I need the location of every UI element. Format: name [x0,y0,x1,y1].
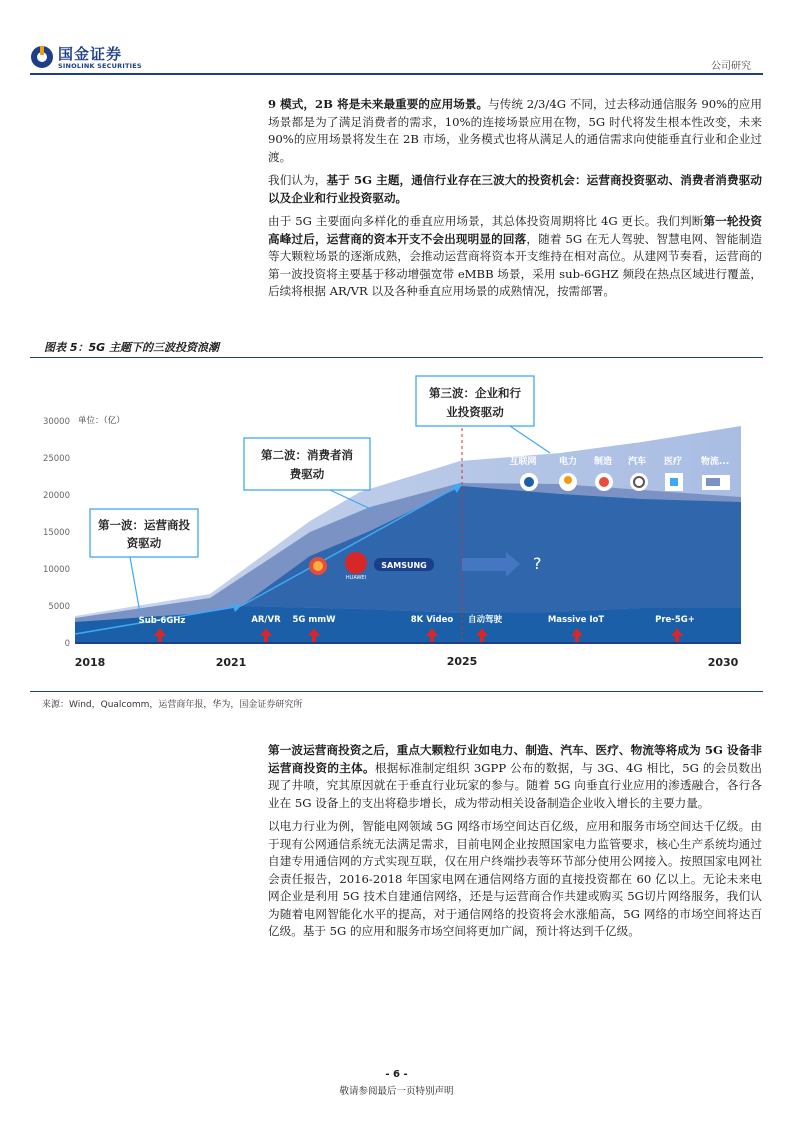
sinolink-logo-icon [30,44,54,70]
document-type: 公司研究 [711,61,751,72]
figure-title-bar [30,337,763,358]
callout-wave-1 [90,509,198,613]
chart-svg [30,366,763,681]
industry-medical: 医疗 [663,457,683,467]
x-label-2018: 2018 [74,656,106,669]
callout-2-line-2: 费驱动 [289,467,325,481]
y-tick-5000: 5000 [48,602,70,612]
callout-1-line-2: 资驱动 [126,536,162,550]
y-tick-15000: 15000 [42,528,70,538]
tech-autonomous-driving: 自动驾驶 [467,615,503,625]
top-text [268,96,762,301]
source-divider [30,691,763,692]
paragraph-3 [268,213,762,301]
y-axis [43,417,70,649]
p4-text: 根据标准制定组织 3GPP 公布的数据，与 3G、4G 相比，5G 的会员数出现了井喷，究其原因就在于垂直行业玩家的参与。随着 5G 向垂直行业应用的渗透融合，各行各业在 5G 设备上的支出将稳步增长，成为带动相关设备制造企业收入增长的主要力量。 [268,760,762,810]
x-label-2030: 2030 [707,656,739,669]
p2-bold: 基于 5G 主题，通信行业存在三波大的投资机会：运营商投资驱动、消费者消费驱动以及企业和行业投资驱动。 [268,173,762,205]
company-logo [30,42,160,74]
y-tick-0: 0 [64,639,70,649]
paragraph-5: 以电力行业为例，智能电网领域 5G 网络市场空间达百亿级，应用和服务市场空间达千亿级。由于现有公网通信系统无法满足需求，目前电网企业按照国家电力监管要求，核心生产系统均通过自建专用通信网的方式实现互联，仅在用户终端抄表等环节部分使用公网接入。按照国家电网社会责任报告，2016-2018 年国家电网在通信网络方面的直接投资都在 60 亿以上。无论未来电网企业是利用 5G 技术自建通信网络，还是与运营商合作共建或购买 5G切片网络服务，我们认为随着电网智能化水平的提高，对于通信网络的投资将会水涨船高，5G 网络的市场空间将达百亿级。基于 5G 的应用和服务市场空间将更加广阔，预计将达到千亿级。 [268,819,762,938]
unknown-question-mark: ? [533,554,542,573]
paragraph-2 [268,172,762,207]
industry-logistics: 物流... [700,457,730,467]
tech-ar-vr: AR/VR [251,615,281,625]
callout-1-line-1: 第一波：运营商投 [98,518,190,532]
huawei-logo-icon [345,552,367,581]
tech-5g-mmw: 5G mmW [292,615,336,625]
logo-english-name: SINOLINK SECURITIES [58,62,142,70]
y-tick-10000: 10000 [42,565,70,575]
samsung-logo-icon [374,558,434,571]
x-label-2025: 2025 [446,655,478,668]
y-tick-30000: 30000 [42,417,70,427]
apple-logo-icon [309,557,327,575]
figure-source: 来源：Wind，Qualcomm，运营商年报，华为，国金证券研究所 [42,700,303,710]
p2-lead: 我们认为， [268,173,327,187]
paragraph-1 [268,96,762,166]
callout-wave-3 [416,376,550,453]
huawei-brand-label: HUAWEI [345,575,367,581]
industry-internet: 互联网 [509,457,537,467]
industry-power: 电力 [558,457,578,467]
bottom-text [268,742,762,941]
tech-pre-5g-plus: Pre-5G+ [655,615,695,625]
y-tick-20000: 20000 [42,491,70,501]
y-tick-25000: 25000 [42,454,70,464]
footer-disclaimer: 敬请参阅最后一页特别声明 [339,1086,454,1097]
p3-bold: 第一轮投资高峰过后，运营商的资本开支不会出现明显的回落 [268,214,762,246]
callout-3-line-2: 业投资驱动 [446,405,504,419]
page-number: - 6 - [385,1069,408,1080]
p3-b: ，随着 5G 在无人驾驶、智慧电网、智能制造等大颗粒场景的逐渐成熟，会推动运营商将资本开支维持在相对高位。从建网节奏看，运营商的第一波投资将主要基于移动增强宽带 eMBB 场景，采用 sub-6GHZ 频段在热点区域进行覆盖，后续将根据 AR/VR 以及各种垂直应用场景的成熟情况，按需部署。 [268,231,762,298]
tech-sub6ghz: Sub-6GHz [138,616,186,626]
y-axis-unit: 单位：（亿） [78,416,125,426]
industry-auto: 汽车 [627,457,647,467]
logo-chinese-name: 国金证券 [58,45,123,63]
x-label-2021: 2021 [215,656,247,669]
p1-bold: 9 模式，2B 将是未来最重要的应用场景。 [268,97,489,111]
callout-2-line-1: 第二波：消费者消 [261,448,353,462]
tech-massive-iot: Massive IoT [547,615,605,625]
steering-wheel-icon [630,473,648,491]
samsung-brand-label: SAMSUNG [381,561,427,570]
industry-manufacturing: 制造 [593,457,613,467]
p3-a: 由于 5G 主要面向多样化的垂直应用场景，其总体投资周期将比 4G 更长。我们判断 [268,214,704,228]
tech-8k-video: 8K Video [410,615,454,625]
header-divider [30,73,763,75]
paragraph-4 [268,742,762,812]
callout-3-line-1: 第三波：企业和行 [429,386,521,400]
p1-text: 与传统 2/3/4G 不同，过去移动通信服务 90%的应用场景都是为了满足消费者的需求，10%的连接场景应用在物，5G 时代将发生根本性改变，未来 90%的应用场景将发生在 2B 市场，业务模式也将从满足人的通信需求向使能垂直行业和企业过渡。 [268,97,762,164]
investment-wave-chart [30,366,763,681]
p4-bold: 第一波运营商投资之后，重点大颗粒行业如电力、制造、汽车、医疗、物流等将成为 5G 设备非运营商投资的主体。 [268,743,762,775]
x-axis-labels [75,655,739,669]
figure-title: 图表 5：5G 主题下的三波投资浪潮 [44,341,219,354]
